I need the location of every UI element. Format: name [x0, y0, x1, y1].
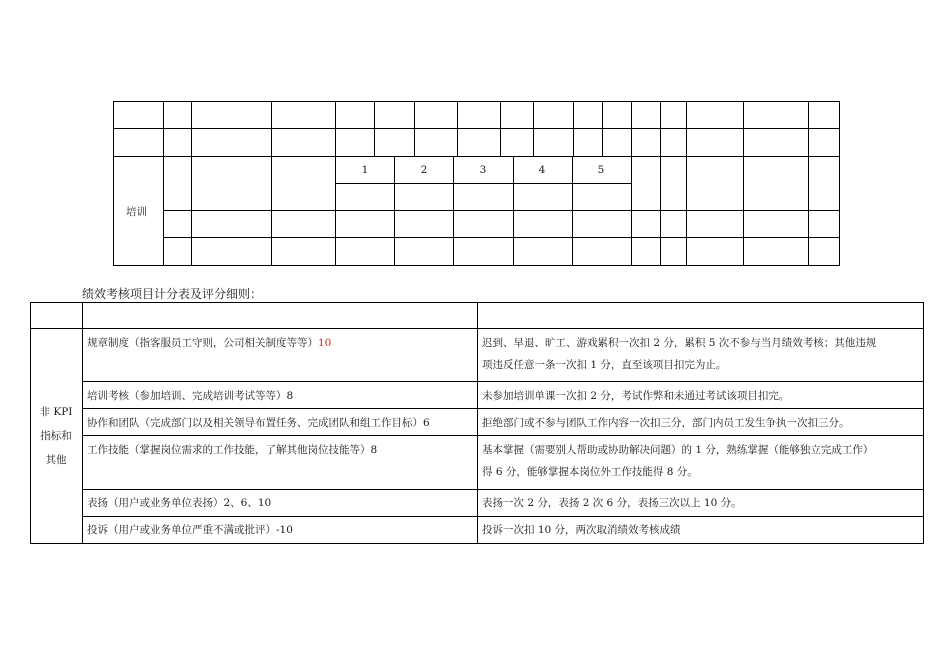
rule-text: 表扬一次 2 分，表扬 2 次 6 分，表扬三次以上 10 分。 [482, 497, 742, 509]
rule-text: 迟到、早退、旷工、游戏累积一次扣 2 分，累积 5 次不参与当月绩效考核；其他违规 项违反任意一条一次扣 1 分，直至该项目扣完为止。 [482, 337, 877, 371]
item-name: 工作技能（掌握岗位需求的工作技能，了解其他岗位技能等）8 [87, 444, 378, 456]
group-label-line-1: 非 KPI [39, 406, 73, 418]
item-name: 表扬（用户或业务单位表扬）2、6、10 [87, 497, 272, 509]
sub-header-2: 2 [420, 164, 428, 176]
rule-text: 投诉一次扣 10 分，两次取消绩效考核成绩 [482, 524, 681, 536]
item-name: 协作和团队（完成部门以及相关领导布置任务、完成团队和组工作目标）6 [87, 417, 430, 429]
item-name: 规章制度（指客服员工守则，公司相关制度等等）10 [87, 337, 332, 349]
sub-header-5: 5 [597, 164, 605, 176]
group-label-line-2: 指标和 [40, 430, 72, 442]
sub-header-4: 4 [538, 164, 546, 176]
item-name: 培训考核（参加培训、完成培训考试等等）8 [87, 390, 294, 402]
item-score: 10 [318, 337, 332, 349]
training-row-label: 培训 [126, 206, 147, 218]
group-label-line-3: 其他 [45, 454, 67, 466]
group-label [30, 400, 82, 472]
rule-text: 基本掌握（需要别人帮助或协助解决问题）的 1 分，熟练掌握（能够独立完成工作） 得 6 分，能够掌握本岗位外工作技能得 8 分。 [482, 444, 874, 478]
section-title: 绩效考核项目计分表及评分细则： [82, 287, 263, 301]
item-name: 投诉（用户或业务单位严重不满或批评）-10 [87, 524, 293, 536]
sub-header-3: 3 [479, 164, 487, 176]
rule-text: 拒绝部门或不参与团队工作内容一次扣三分，部门内员工发生争执一次扣三分。 [482, 417, 850, 429]
sub-header-1: 1 [361, 164, 369, 176]
rule-text: 未参加培训单课一次扣 2 分，考试作弊和未通过考试该项目扣完。 [482, 390, 790, 402]
